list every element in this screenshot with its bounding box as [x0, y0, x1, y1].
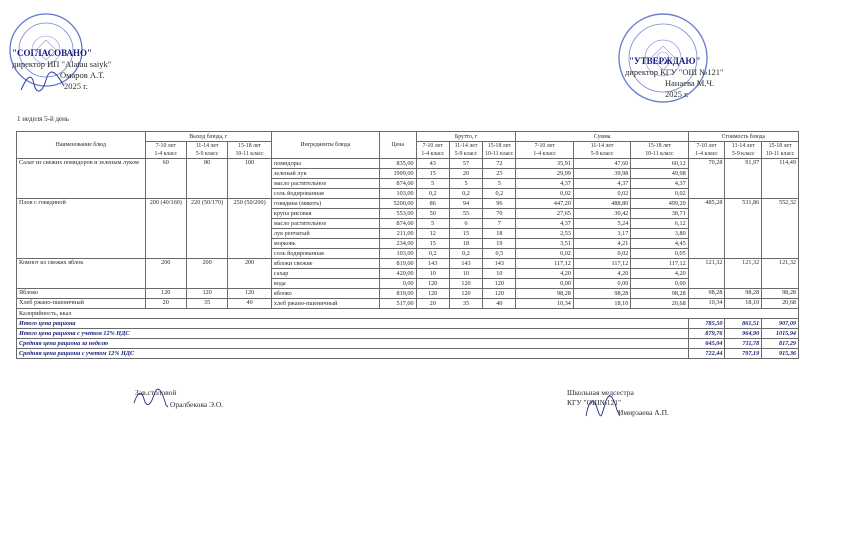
ingredient-sum: 0,00 — [573, 279, 630, 289]
ingredient-sum: 447,20 — [516, 199, 573, 209]
ingredient-sum: 4,20 — [573, 269, 630, 279]
age-group-header: 15-18 лет 10-11 класс — [483, 142, 516, 159]
approval-right-line3: 2025 г. — [665, 89, 689, 99]
ingredient-sum: 3,51 — [516, 239, 573, 249]
ingredient-price: 420,00 — [379, 269, 416, 279]
ingredient-price: 819,00 — [379, 259, 416, 269]
ingredient-gross: 10 — [483, 269, 516, 279]
ingredient-gross: 120 — [449, 289, 482, 299]
ingredient-sum: 30,42 — [573, 209, 630, 219]
ingredient-sum: 39,98 — [573, 169, 630, 179]
dish-cost: 10,34 — [688, 299, 725, 309]
week-label: 1 неделя 5-й день — [17, 115, 70, 123]
right-handwritten-signature — [583, 392, 623, 420]
ingredient-gross: 40 — [483, 299, 516, 309]
ingredient-gross: 120 — [483, 289, 516, 299]
approval-right — [625, 56, 724, 100]
ingredient-price: 819,00 — [379, 289, 416, 299]
ingredient-name: соль йодированная — [271, 189, 379, 199]
ingredient-gross: 72 — [483, 159, 516, 169]
dish-cost: 98,28 — [762, 289, 799, 299]
ingredient-gross: 10 — [449, 269, 482, 279]
ingredient-gross: 0,2 — [449, 189, 482, 199]
dish-yield: 120 — [145, 289, 186, 299]
dish-cost: 70,28 — [688, 159, 725, 199]
header-yield: Выход блюда, г — [145, 132, 271, 142]
total-label: Итого цена рациона — [17, 319, 689, 329]
total-label: Средняя цена рациона с учетом 12% НДС — [17, 349, 689, 359]
ingredient-gross: 6 — [449, 219, 482, 229]
ingredient-gross: 57 — [449, 159, 482, 169]
dish-cost: 18,10 — [725, 299, 762, 309]
menu-table — [16, 131, 799, 359]
ingredient-price: 103,00 — [379, 189, 416, 199]
ingredient-sum: 10,34 — [516, 299, 573, 309]
ingredient-gross: 18 — [483, 229, 516, 239]
ingredient-sum: 0,02 — [631, 189, 688, 199]
age-group-header: 15-18 лет 10-11 класс — [762, 142, 799, 159]
ingredient-gross: 86 — [416, 199, 449, 209]
calories-row — [17, 309, 799, 319]
dish-cost: 98,28 — [688, 289, 725, 299]
ingredient-gross: 25 — [483, 169, 516, 179]
ingredient-gross: 0,5 — [483, 249, 516, 259]
total-row — [17, 329, 799, 339]
table-row — [17, 259, 799, 269]
ingredient-gross: 20 — [449, 169, 482, 179]
ingredient-gross: 55 — [449, 209, 482, 219]
ingredient-gross: 143 — [449, 259, 482, 269]
total-value: 964,90 — [725, 329, 762, 339]
dish-cost: 91,97 — [725, 159, 762, 199]
ingredient-sum: 2,53 — [516, 229, 573, 239]
ingredient-name: соль йодированная — [271, 249, 379, 259]
ingredient-gross: 7 — [483, 219, 516, 229]
dish-name: Плов с говядиной — [17, 199, 146, 259]
ingredient-sum: 20,68 — [631, 299, 688, 309]
ingredient-name: масло растительное — [271, 179, 379, 189]
ingredient-gross: 5 — [416, 179, 449, 189]
total-row — [17, 319, 799, 329]
total-row — [17, 349, 799, 359]
ingredient-sum: 4,45 — [631, 239, 688, 249]
ingredient-sum: 29,99 — [516, 169, 573, 179]
dish-name: Яблоко — [17, 289, 146, 299]
ingredient-name: говядина (мякоть) — [271, 199, 379, 209]
dish-yield: 20 — [145, 299, 186, 309]
dish-yield: 200 — [186, 259, 227, 289]
ingredient-gross: 15 — [416, 239, 449, 249]
dish-yield: 100 — [228, 159, 272, 199]
ingredient-gross: 143 — [416, 259, 449, 269]
left-approval-signature — [18, 70, 68, 96]
ingredient-price: 517,00 — [379, 299, 416, 309]
ingredient-gross: 96 — [483, 199, 516, 209]
table-row — [17, 159, 799, 169]
ingredient-price: 1999,00 — [379, 169, 416, 179]
ingredient-gross: 70 — [483, 209, 516, 219]
dish-yield: 35 — [186, 299, 227, 309]
ingredient-name: помидоры — [271, 159, 379, 169]
ingredient-sum: 499,20 — [631, 199, 688, 209]
age-group-header: 7-10 лет 1-4 класс — [416, 142, 449, 159]
dish-cost: 114,49 — [762, 159, 799, 199]
ingredient-sum: 60,12 — [631, 159, 688, 169]
dish-cost: 485,28 — [688, 199, 725, 259]
ingredient-sum: 3,17 — [573, 229, 630, 239]
approval-left-line3: 2025 г. — [64, 81, 88, 91]
ingredient-gross: 20 — [416, 299, 449, 309]
dish-cost: 552,32 — [762, 199, 799, 259]
ingredient-name: вода — [271, 279, 379, 289]
ingredient-gross: 10 — [416, 269, 449, 279]
approval-left-line1: директор ИП "Alatau saiyk" — [12, 59, 112, 69]
dish-yield: 80 — [186, 159, 227, 199]
ingredient-gross: 18 — [449, 239, 482, 249]
approval-right-line2: Нанаева М.Ч. — [665, 78, 715, 88]
ingredient-gross: 15 — [416, 169, 449, 179]
total-value: 785,50 — [688, 319, 725, 329]
age-group-header: 7-10 лет 1-4 класс — [688, 142, 725, 159]
total-value: 879,76 — [688, 329, 725, 339]
ingredient-sum: 49,98 — [631, 169, 688, 179]
dish-cost: 121,32 — [762, 259, 799, 289]
ingredient-gross: 143 — [483, 259, 516, 269]
ingredient-gross: 0,2 — [416, 189, 449, 199]
ingredient-price: 211,00 — [379, 229, 416, 239]
ingredient-gross: 12 — [416, 229, 449, 239]
ingredient-sum: 488,80 — [573, 199, 630, 209]
ingredient-price: 835,00 — [379, 159, 416, 169]
total-value: 817,29 — [762, 339, 799, 349]
header-price: Цена — [379, 132, 416, 159]
age-group-header: 15-18 лет 10-11 класс — [631, 142, 688, 159]
dish-yield: 200 — [228, 259, 272, 289]
ingredient-sum: 38,71 — [631, 209, 688, 219]
ingredient-sum: 4,37 — [631, 179, 688, 189]
ingredient-gross: 35 — [449, 299, 482, 309]
age-group-header: 7-10 лет 1-4 класс — [516, 142, 573, 159]
ingredient-sum: 0,00 — [516, 279, 573, 289]
ingredient-gross: 5 — [416, 219, 449, 229]
total-value: 861,51 — [725, 319, 762, 329]
left-signature-name: Оралбекова Э.О. — [170, 400, 224, 409]
ingredient-sum: 4,37 — [516, 179, 573, 189]
ingredient-price: 874,00 — [379, 219, 416, 229]
ingredient-gross: 5 — [483, 179, 516, 189]
dish-yield: 60 — [145, 159, 186, 199]
right-signature-org: КГУ "ОШ№121" — [567, 398, 622, 407]
ingredient-gross: 0,2 — [449, 249, 482, 259]
total-value: 711,78 — [725, 339, 762, 349]
ingredient-name: зеленый лук — [271, 169, 379, 179]
approval-right-heading: "УТВЕРЖДАЮ" — [629, 56, 701, 66]
ingredient-price: 103,00 — [379, 249, 416, 259]
total-row — [17, 339, 799, 349]
ingredient-price: 5200,00 — [379, 199, 416, 209]
total-value: 645,04 — [688, 339, 725, 349]
ingredient-sum: 4,37 — [516, 219, 573, 229]
total-value: 907,09 — [762, 319, 799, 329]
ingredient-gross: 5 — [449, 179, 482, 189]
ingredient-sum: 98,28 — [573, 289, 630, 299]
age-group-header: 11-14 лет 5-9 класс — [186, 142, 227, 159]
ingredient-sum: 117,12 — [573, 259, 630, 269]
header-sum: Сумма — [516, 132, 688, 142]
dish-name: Салат из свежих помидоров и зеленым луком — [17, 159, 146, 199]
ingredient-sum: 98,28 — [631, 289, 688, 299]
ingredient-sum: 0,02 — [573, 249, 630, 259]
ingredient-sum: 0,02 — [516, 189, 573, 199]
age-group-header: 11-14 лет 5-9 класс — [725, 142, 762, 159]
dish-cost: 121,32 — [688, 259, 725, 289]
age-group-header: 15-18 лет 10-11 класс — [228, 142, 272, 159]
ingredient-sum: 4,20 — [516, 269, 573, 279]
ingredient-sum: 18,10 — [573, 299, 630, 309]
ingredient-name: масло растительное — [271, 219, 379, 229]
dish-cost: 20,68 — [762, 299, 799, 309]
table-row — [17, 199, 799, 209]
dish-yield: 120 — [186, 289, 227, 299]
header-dish: Наименование блюд — [17, 132, 146, 159]
ingredient-sum: 47,60 — [573, 159, 630, 169]
table-row — [17, 299, 799, 309]
ingredient-sum: 35,91 — [516, 159, 573, 169]
dish-cost: 531,86 — [725, 199, 762, 259]
ingredient-sum: 3,80 — [631, 229, 688, 239]
ingredient-gross: 120 — [416, 289, 449, 299]
ingredient-gross: 94 — [449, 199, 482, 209]
header-gross: Брутто, г — [416, 132, 516, 142]
ingredient-sum: 4,21 — [573, 239, 630, 249]
ingredient-gross: 15 — [449, 229, 482, 239]
right-signature-title: Школьная медсестра — [567, 388, 634, 397]
dish-yield: 250 (50/200) — [228, 199, 272, 259]
ingredient-sum: 4,37 — [573, 179, 630, 189]
age-group-header: 11-14 лет 5-9 класс — [573, 142, 630, 159]
ingredient-gross: 120 — [449, 279, 482, 289]
ingredient-sum: 98,28 — [516, 289, 573, 299]
table-row — [17, 289, 799, 299]
ingredient-gross: 120 — [416, 279, 449, 289]
ingredient-sum: 117,12 — [631, 259, 688, 269]
ingredient-name: яблоки свежие — [271, 259, 379, 269]
approval-left-heading: "СОГЛАСОВАНО" — [12, 48, 93, 58]
ingredient-gross: 50 — [416, 209, 449, 219]
calories-label: Калорийность, ккал — [17, 309, 799, 319]
ingredient-sum: 0,05 — [631, 249, 688, 259]
ingredient-sum: 0,00 — [631, 279, 688, 289]
total-value: 797,19 — [725, 349, 762, 359]
ingredient-sum: 5,24 — [573, 219, 630, 229]
ingredient-sum: 6,12 — [631, 219, 688, 229]
dish-yield: 40 — [228, 299, 272, 309]
ingredient-name: лук репчатый — [271, 229, 379, 239]
dish-name: Хлеб ржано-пшеничный — [17, 299, 146, 309]
age-group-header: 11-14 лет 5-9 класс — [449, 142, 482, 159]
ingredient-price: 874,00 — [379, 179, 416, 189]
ingredient-sum: 4,20 — [631, 269, 688, 279]
ingredient-price: 0,00 — [379, 279, 416, 289]
header-ingredients: Ингредиенты блюда — [271, 132, 379, 159]
dish-cost: 121,32 — [725, 259, 762, 289]
ingredient-sum: 117,12 — [516, 259, 573, 269]
total-value: 722,44 — [688, 349, 725, 359]
right-signature-name: Имирзаева А.П. — [618, 408, 669, 417]
approval-left-line2: Омаров А.Т. — [60, 70, 105, 80]
ingredient-price: 553,00 — [379, 209, 416, 219]
left-signature-title: Зав.столовой — [135, 388, 177, 397]
ingredient-gross: 0,2 — [483, 189, 516, 199]
age-group-header: 7-10 лет 1-4 класс — [145, 142, 186, 159]
ingredient-name: морковь — [271, 239, 379, 249]
total-label: Средняя цена рациона за неделю — [17, 339, 689, 349]
left-handwritten-signature — [130, 385, 170, 411]
dish-yield: 120 — [228, 289, 272, 299]
ingredient-sum: 0,02 — [573, 189, 630, 199]
ingredient-name: крупа рисовая — [271, 209, 379, 219]
header-cost: Стоимость блюда — [688, 132, 798, 142]
dish-yield: 200 (40/160) — [145, 199, 186, 259]
dish-yield: 220 (50/170) — [186, 199, 227, 259]
ingredient-gross: 0,2 — [416, 249, 449, 259]
approval-right-line1: директор КГУ "ОШ №121" — [625, 67, 724, 77]
total-value: 915,36 — [762, 349, 799, 359]
ingredient-gross: 19 — [483, 239, 516, 249]
dish-cost: 98,28 — [725, 289, 762, 299]
total-label: Итого цена рациона с учетом 12% НДС — [17, 329, 689, 339]
dish-yield: 200 — [145, 259, 186, 289]
ingredient-price: 234,00 — [379, 239, 416, 249]
ingredient-gross: 120 — [483, 279, 516, 289]
ingredient-name: хлеб ржано-пшеничный — [271, 299, 379, 309]
total-value: 1015,94 — [762, 329, 799, 339]
ingredient-gross: 43 — [416, 159, 449, 169]
ingredient-sum: 27,65 — [516, 209, 573, 219]
ingredient-name: сахар — [271, 269, 379, 279]
ingredient-name: яблоко — [271, 289, 379, 299]
dish-name: Компот из свежих яблок — [17, 259, 146, 289]
ingredient-sum: 0,02 — [516, 249, 573, 259]
